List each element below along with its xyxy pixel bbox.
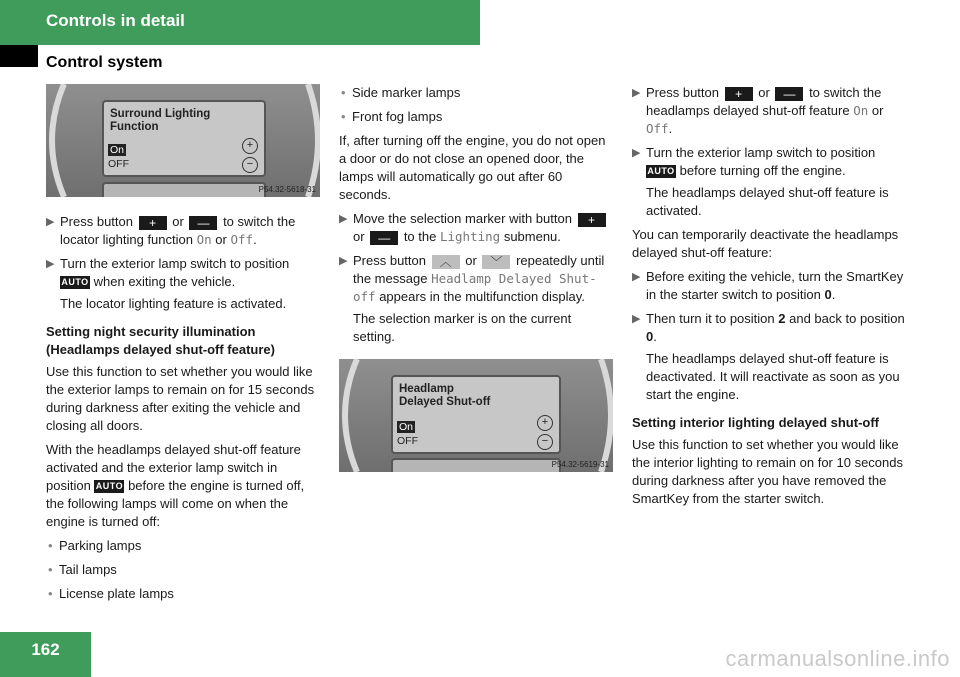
step-result: The locator lighting feature is activated.	[60, 296, 287, 311]
column-left	[46, 213, 322, 609]
step-result: The headlamps delayed shut-off feature is deactivated. It will reactivate as soon as you start the engine.	[646, 351, 900, 402]
instruction-step: ▶ Move the selection marker with button + or — to the Lighting submenu.	[339, 210, 614, 246]
paragraph: With the headlamps delayed shut-off feature activated and the exterior lamp switch in position AUTO before the engine is turned off, the following lamps will come on when the engine is turned off:	[46, 442, 305, 529]
plus-key-icon: +	[139, 216, 167, 230]
minus-circle-icon: −	[242, 157, 258, 173]
watermark: carmanualsonline.info	[725, 646, 950, 671]
minus-key-icon: —	[775, 87, 803, 101]
option-on: On	[110, 144, 125, 156]
option-on: On	[399, 421, 414, 433]
instruction-step: ▶ Turn the exterior lamp switch to position AUTO when exiting the vehicle. The locator lighting feature is activated.	[46, 255, 322, 313]
arrow-right-icon: ▶	[632, 87, 641, 99]
plus-key-icon: +	[578, 213, 606, 227]
plus-circle-icon: +	[242, 138, 258, 154]
option-off: OFF	[108, 158, 129, 170]
section-tab-marker	[0, 45, 38, 67]
list-item: • Tail lamps	[48, 562, 117, 577]
auto-switch-icon: AUTO	[95, 481, 124, 492]
arrow-right-icon: ▶	[46, 216, 55, 228]
instruction-step: ▶ Then turn it to position 2 and back to position 0. The headlamps delayed shut-off feature is deactivated. It will reactivate as soon as you start the engine.	[632, 310, 908, 404]
arrow-right-icon: ▶	[339, 255, 348, 267]
instruction-step: ▶ Press button + or — to switch the locator lighting function On or Off.	[46, 214, 296, 247]
instruction-step: ▶ Before exiting the vehicle, turn the SmartKey in the starter switch to position 0.	[632, 269, 904, 302]
list-item: • Parking lamps	[48, 538, 142, 553]
up-key-icon: ︿	[432, 255, 460, 269]
display-figure-surround-lighting	[46, 84, 320, 197]
display-lower-bar	[102, 182, 266, 197]
multifunction-display-screen	[102, 100, 266, 177]
section-heading: Setting night security illumination (Headlamps delayed shut-off feature)	[46, 324, 275, 357]
paragraph: Use this function to set whether you would like the interior lighting to remain on for 10 seconds during darkness after you have removed the SmartKey from the starter switch.	[632, 437, 903, 506]
instruction-step: ▶ Turn the exterior lamp switch to position AUTO before turning off the engine. The headlamps delayed shut-off feature is activated.	[632, 144, 908, 220]
section-heading: Setting interior lighting delayed shut-off	[632, 415, 879, 430]
arrow-right-icon: ▶	[632, 271, 641, 283]
instruction-step: ▶ Press button + or — to switch the headlamps delayed shut-off feature On or Off.	[632, 85, 884, 136]
plus-key-icon: +	[725, 87, 753, 101]
minus-circle-icon: −	[537, 434, 553, 450]
step-result: The headlamps delayed shut-off feature is activated.	[646, 185, 889, 218]
display-title: Headlamp Delayed Shut-off	[399, 383, 491, 408]
multifunction-display-screen	[391, 375, 561, 454]
down-key-icon: ﹀	[482, 255, 510, 269]
paragraph: You can temporarily deactivate the headlamps delayed shut-off feature:	[632, 227, 899, 260]
display-title: Surround Lighting Function	[110, 108, 211, 133]
column-right	[632, 84, 908, 514]
arrow-right-icon: ▶	[46, 258, 55, 270]
list-item: • License plate lamps	[48, 586, 174, 601]
display-lower-bar	[391, 458, 561, 472]
plus-circle-icon: +	[537, 415, 553, 431]
chapter-title: Controls in detail	[46, 11, 185, 30]
page-number-box	[0, 632, 91, 677]
instruction-step: ▶ Press button ︿ or ﹀ repeatedly until the message Headlamp Delayed Shut-off appears in the multifunction display. The selection marker is on the current setting.	[339, 252, 614, 346]
section-title: Control system	[46, 54, 163, 71]
page-number: 162	[31, 640, 60, 659]
figure-code: P54.32-5618-31	[258, 185, 316, 194]
paragraph: If, after turning off the engine, you do not open a door or do not close an opened door, the lamps will automatically go out after 60 seconds.	[339, 133, 606, 202]
auto-switch-icon: AUTO	[61, 277, 89, 288]
option-off: OFF	[397, 435, 418, 447]
display-figure-headlamp-delayed	[339, 359, 613, 472]
list-item: • Side marker lamps	[341, 85, 461, 100]
auto-switch-icon: AUTO	[647, 166, 675, 177]
chapter-header	[0, 0, 480, 45]
arrow-right-icon: ▶	[632, 313, 641, 325]
arrow-right-icon: ▶	[339, 213, 348, 225]
figure-code: P54.32-5619-31	[551, 460, 609, 469]
minus-key-icon: —	[189, 216, 217, 230]
list-item: • Front fog lamps	[341, 109, 443, 124]
arrow-right-icon: ▶	[632, 147, 641, 159]
column-middle	[339, 84, 614, 352]
minus-key-icon: —	[370, 231, 398, 245]
paragraph: Use this function to set whether you would like the exterior lamps to remain on for 15 seconds during darkness after exiting the vehicle and closing all doors.	[46, 364, 315, 433]
step-result: The selection marker is on the current setting.	[353, 311, 572, 344]
